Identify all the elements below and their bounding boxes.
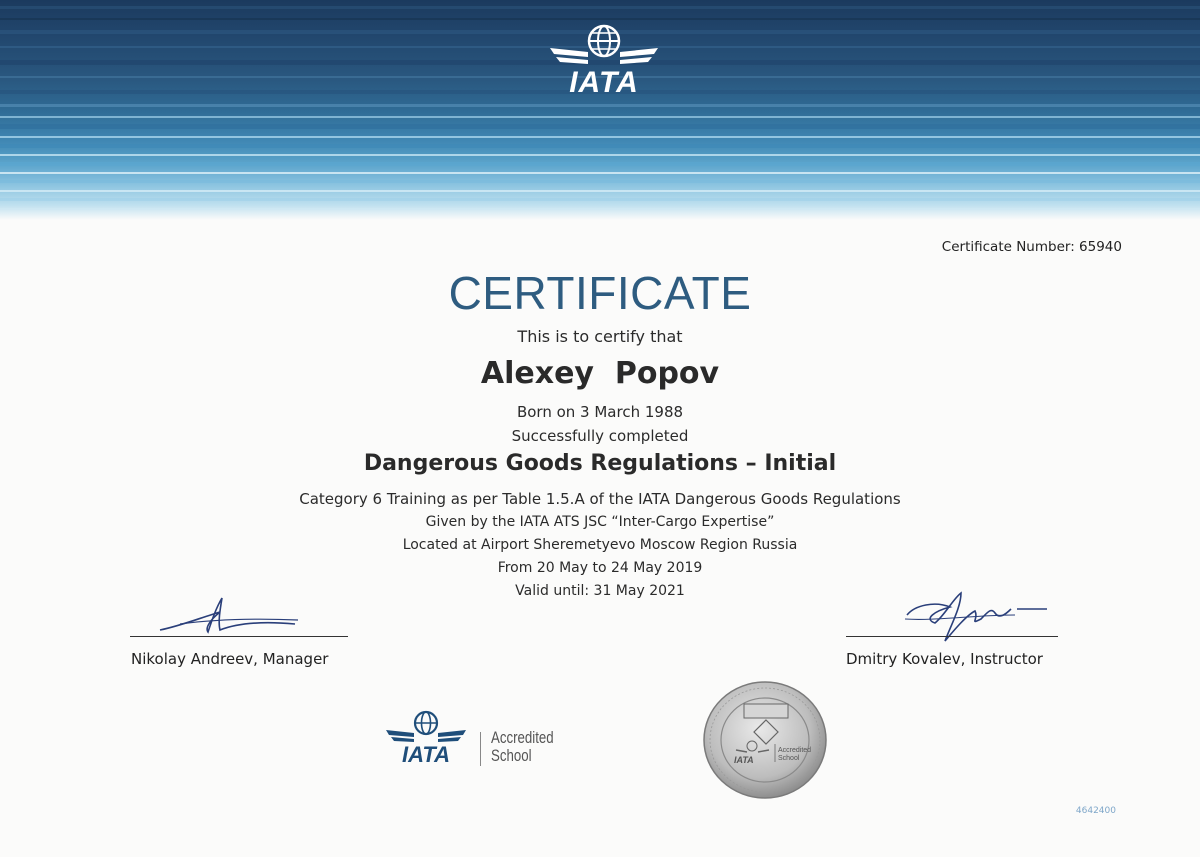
seal-iata-text: IATA xyxy=(734,755,754,765)
detail-line: From 20 May to 24 May 2019 xyxy=(497,560,703,576)
seal-line2: School xyxy=(778,755,800,762)
birth-date: Born on 3 March 1988 xyxy=(516,403,684,421)
signature-line-left xyxy=(130,636,348,637)
detail-line: Valid until: 31 May 2021 xyxy=(515,583,685,599)
accredited-divider xyxy=(480,732,481,766)
serial-number: 4642400 xyxy=(1075,806,1116,816)
recipient-name: Alexey Popov xyxy=(480,356,720,391)
signatory-left: Nikolay Andreev, Manager xyxy=(131,650,329,668)
detail-line: Located at Airport Sheremetyevo Moscow Region Russia xyxy=(402,537,798,553)
signature-line-right xyxy=(846,636,1058,637)
iata-logo xyxy=(548,22,660,98)
detail-line: Category 6 Training as per Table 1.5.A of the IATA Dangerous Goods Regulations xyxy=(299,490,901,508)
page-title: CERTIFICATE xyxy=(448,267,752,319)
accredited-school-text xyxy=(491,729,554,765)
seal-line1: Accredited xyxy=(778,747,812,754)
iata-logo-text: IATA xyxy=(569,66,639,99)
accredited-line2: School xyxy=(491,746,532,765)
course-title: Dangerous Goods Regulations – Initial xyxy=(363,451,837,476)
seal-icon xyxy=(702,680,828,800)
seal-accredited-text xyxy=(778,747,811,763)
certificate-number: Certificate Number: 65940 xyxy=(941,239,1122,255)
completed-text: Successfully completed xyxy=(511,427,689,445)
embossed-seal xyxy=(702,680,828,800)
signature-left xyxy=(150,590,310,640)
detail-line: Given by the IATA ATS JSC “Inter-Cargo Expertise” xyxy=(425,514,775,530)
accredited-line1: Accredited xyxy=(491,728,554,747)
accredited-iata-text: IATA xyxy=(401,742,451,767)
signatory-right: Dmitry Kovalev, Instructor xyxy=(846,650,1043,668)
certify-text: This is to certify that xyxy=(517,327,683,346)
